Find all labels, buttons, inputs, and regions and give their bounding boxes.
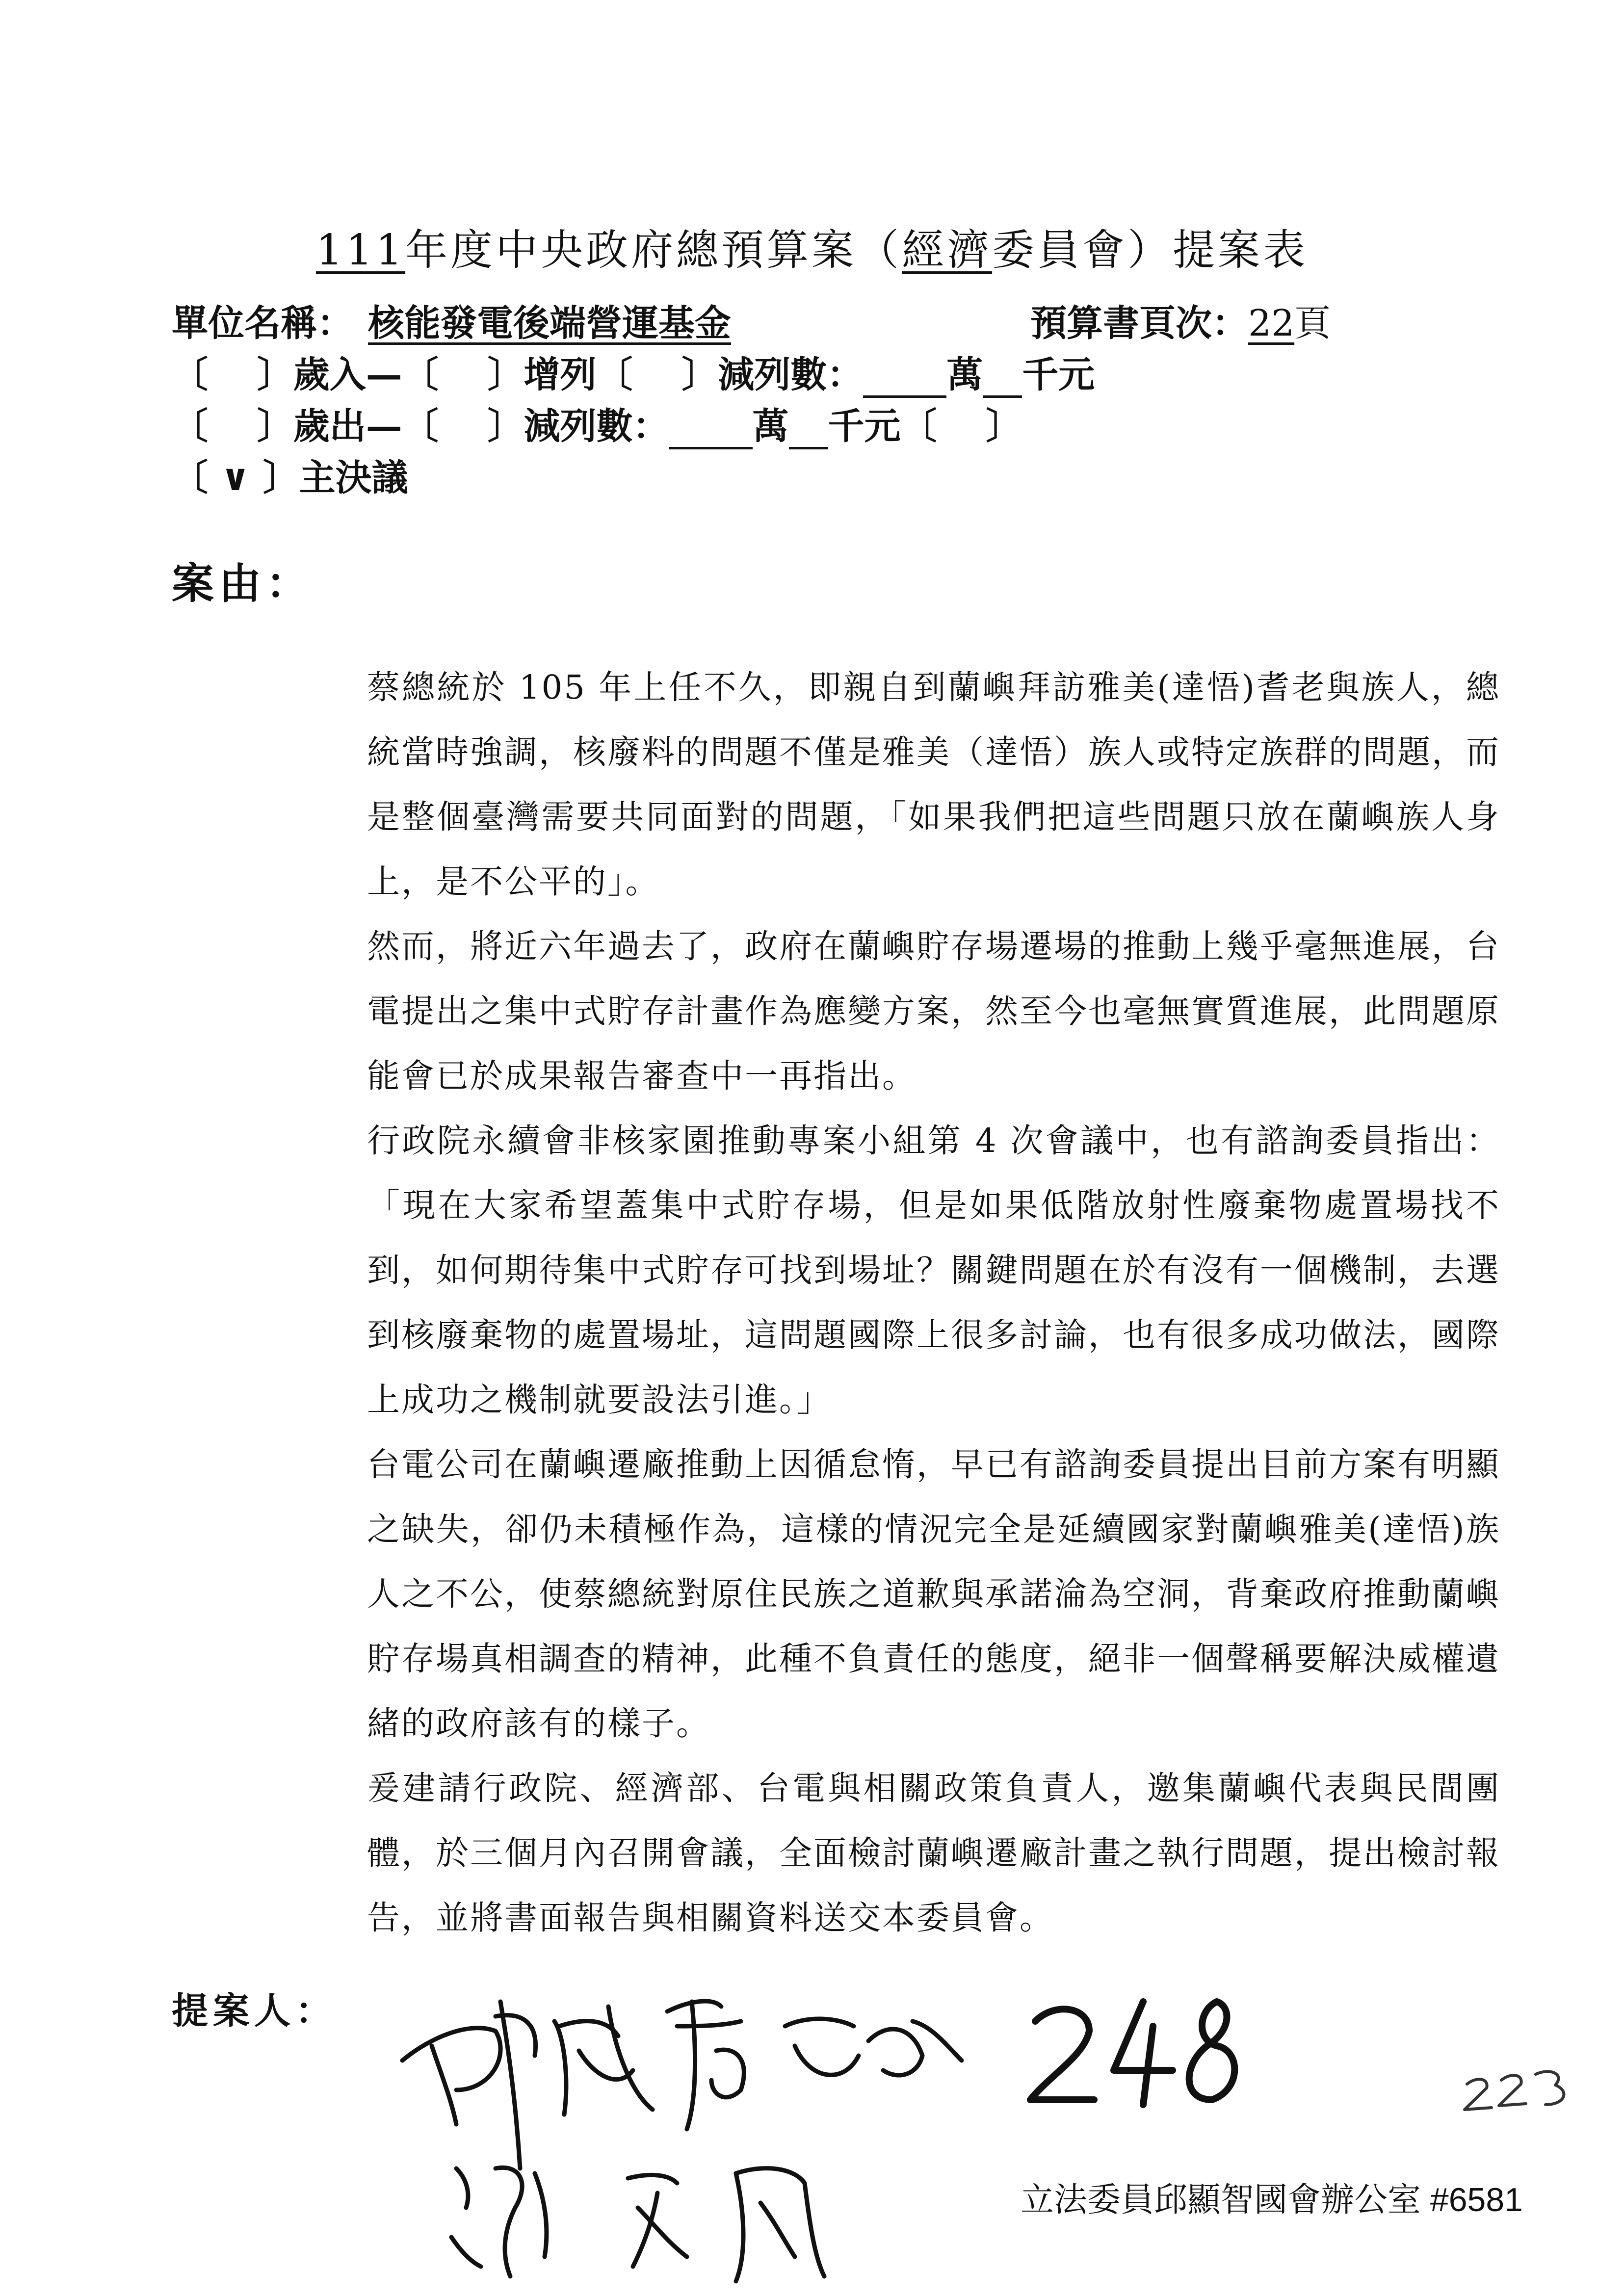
stamp-number xyxy=(1030,2002,1234,2105)
signature-xie xyxy=(451,2167,547,2276)
paragraph: 然而，將近六年過去了，政府在蘭嶼貯存場遷場的推動上幾乎毫無進展，台電提出之集中式貯存計畫作為應變方案，然至今也毫無實質進展，此問題原能會已於成果報告審查中一再指出。 xyxy=(367,927,1500,1095)
decrease-checkbox[interactable]: 〔 〕 xyxy=(596,354,718,396)
title-committee-rest: 委員會）提案表 xyxy=(992,226,1309,275)
signature-yi xyxy=(628,2175,687,2267)
unit-name: 核能發電後端營運基金 xyxy=(368,302,731,344)
title-committee: 經濟 xyxy=(902,226,993,275)
wan-unit: 萬 xyxy=(752,405,789,447)
resolution-checkbox[interactable]: 〔 ∨ 〕 xyxy=(172,457,299,499)
paragraph: 蔡總統於 105 年上任不久，即親自到蘭嶼拜訪雅美(達悟)耆老與族人，總統當時強調，核廢料的問題不僅是雅美（達悟）族人或特定族群的問題，而是整個臺灣需要共同面對的問題，「如果我們把這些問題只放在蘭嶼族人身上，是不公平的」。 xyxy=(367,668,1500,901)
expense-checkbox[interactable]: 〔 〕 xyxy=(172,405,293,447)
signature-gao xyxy=(785,2019,962,2075)
signature-zhi xyxy=(667,2001,744,2129)
qian-unit: 千元 xyxy=(1022,354,1095,396)
revenue-checkbox[interactable]: 〔 〕 xyxy=(172,354,293,396)
corner-number xyxy=(1465,2071,1564,2110)
extra-checkbox[interactable]: 〔 〕 xyxy=(900,405,1022,447)
decrease-label: 減列數： xyxy=(718,354,864,396)
wan-unit: 萬 xyxy=(946,354,983,396)
paragraph: 行政院永續會非核家園推動專案小組第 4 次會議中，也有諮詢委員指出：「現在大家希望蓋集中式貯存場，但是如果低階放射性廢棄物處置場找不到，如何期待集中式貯存可找到場址？關鍵問題在於有沒有一個機制，去選到核廢棄物的處置場址，這問題國際上很多討論，也有很多成功做法，國際上成功之機制就要設法引進。」 xyxy=(367,1122,1500,1419)
signature-feng xyxy=(736,2168,824,2281)
increase-label: 增列 xyxy=(524,354,597,396)
signature-qiu xyxy=(402,2002,536,2168)
qian-unit: 千元 xyxy=(828,405,901,447)
title-year: 111 xyxy=(315,226,406,275)
signature-xian xyxy=(554,2007,653,2114)
increase-checkbox[interactable]: 〔 〕 xyxy=(402,354,524,396)
page-label: 預算書頁次： xyxy=(1030,302,1248,344)
page-number: 22 xyxy=(1248,302,1295,344)
expense-label: 歲出— xyxy=(293,405,402,447)
paragraph: 台電公司在蘭嶼遷廠推動上因循怠惰，早已有諮詢委員提出目前方案有明顯之缺失，卻仍未積極作為，這樣的情況完全是延續國家對蘭嶼雅美(達悟)族人之不公，使蔡總統對原住民族之道歉與承諾淪為空洞，背棄政府推動蘭嶼貯存場真相調查的精神，此種不負責任的態度，絕非一個聲稱要解決威權遺緒的政府該有的樣子。 xyxy=(367,1445,1500,1743)
office-stamp: 立法委員邱顯智國會辦公室 #6581 xyxy=(1021,2181,1523,2218)
proposer-label: 提案人： xyxy=(172,1990,337,2032)
title-middle: 年度中央政府總預算案（ xyxy=(405,226,902,275)
paragraph: 爰建請行政院、經濟部、台電與相關政策負責人，邀集蘭嶼代表與民間團體，於三個月內召開會議，全面檢討蘭嶼遷廠計畫之執行問題，提出檢討報告，並將書面報告與相關資料送交本委員會。 xyxy=(367,1769,1500,1937)
expense-decrease-label: 減列數： xyxy=(524,405,669,447)
case-reason-heading: 案由： xyxy=(172,559,313,608)
unit-label: 單位名稱： xyxy=(172,302,353,344)
expense-decrease-checkbox[interactable]: 〔 〕 xyxy=(402,405,524,447)
revenue-label: 歲入— xyxy=(293,354,402,396)
resolution-label: 主決議 xyxy=(299,457,408,499)
page-unit: 頁 xyxy=(1294,302,1331,344)
